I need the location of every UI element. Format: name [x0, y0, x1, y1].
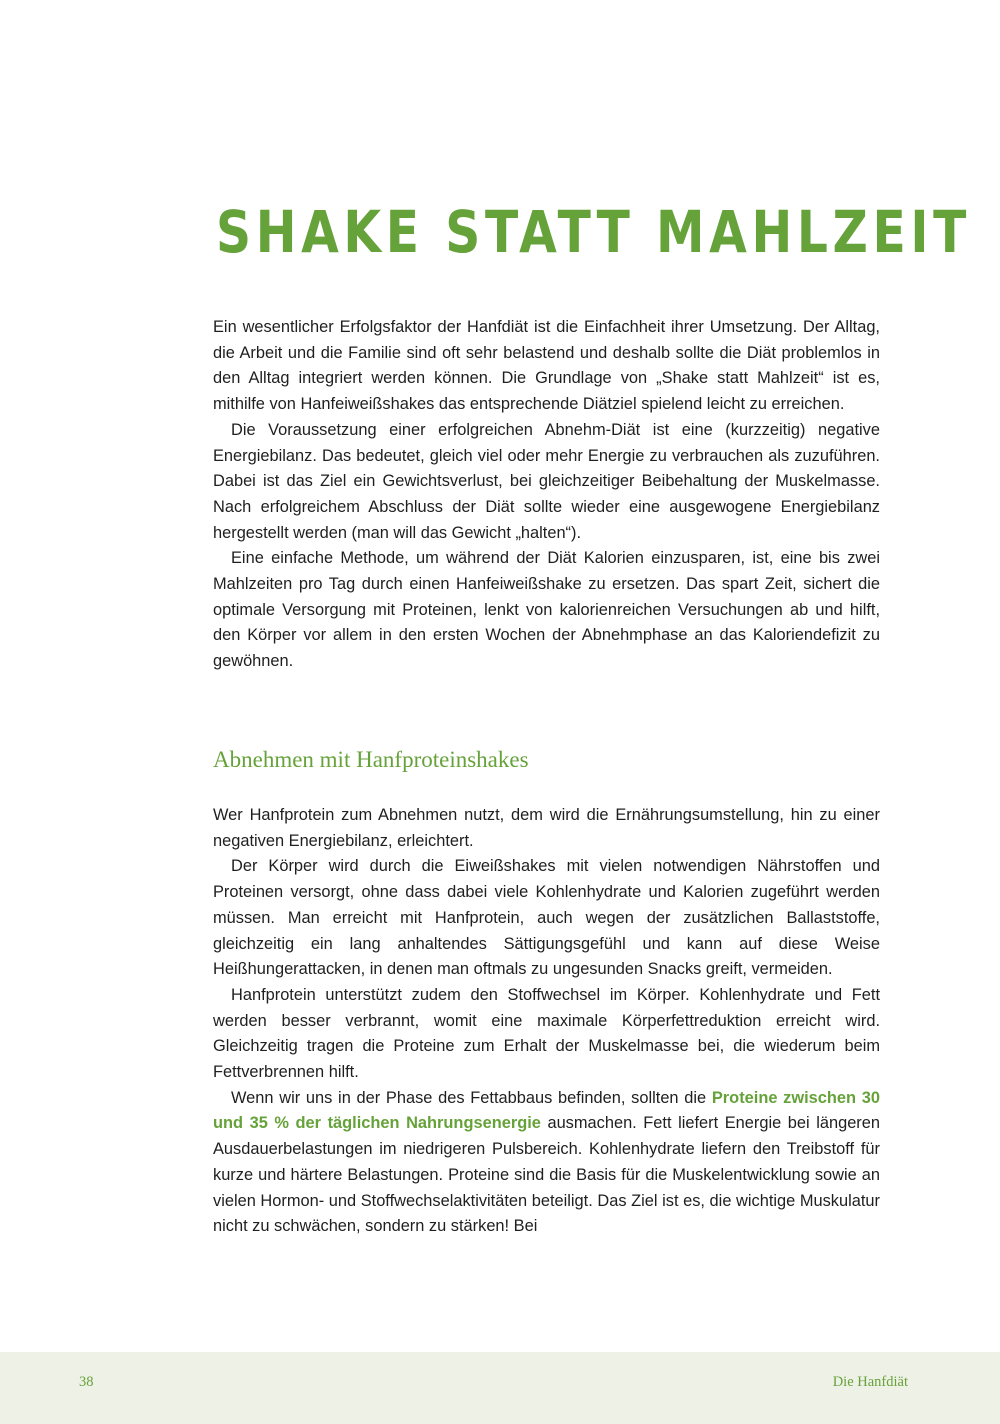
- intro-paragraph-1: Ein wesentlicher Erfolgsfaktor der Hanfdiät ist die Einfachheit ihrer Umsetzung. Der Alltag, die Arbeit und die Familie sind oft sehr belastend und deshalb sollte die Diät problemlos in den Alltag integriert werden können. Die Grundlage von „Shake statt Mahlzeit“ ist es, mithilfe von Hanfeiweißshakes das entsprechende Diätziel spielend leicht zu erreichen.: [213, 318, 880, 414]
- paragraph-4-rest: ausmachen. Fett liefert Energie bei längeren Ausdauerbelastungen im niedrigeren Pulsbereich. Kohlenhydrate liefern den Treibstoff für kurze und härtere Belastungen. Proteine sind die Basis für die Muskelentwicklung sowie an vielen Hormon- und Stoffwechselaktivitäten beteiligt. Das Ziel ist es, die wichtige Muskulatur nicht zu schwächen, sondern zu stärken! Bei: [213, 1114, 881, 1236]
- intro-paragraph-3: Eine einfache Methode, um während der Diät Kalorien einzusparen, ist, eine bis zwei Mahlzeiten pro Tag durch einen Hanfeiweißshake zu ersetzen. Das spart Zeit, sichert die optimale Versorgung mit Proteinen, lenkt von kalorienreichen Versuchungen ab und hilft, den Körper vor allem in den ersten Wochen der Abnehmphase an das Kaloriendefizit zu gewöhnen.: [213, 549, 880, 671]
- running-title: Die Hanfdiät: [832, 1374, 908, 1390]
- intro-text-block: [213, 315, 880, 675]
- page-footer: [0, 1352, 1000, 1424]
- section-paragraph-1: Wer Hanfprotein zum Abnehmen nutzt, dem wird die Ernährungsumstellung, hin zu einer negativen Energiebilanz, erleichtert.: [213, 806, 880, 850]
- paragraph-4-lead: Wenn wir uns in der Phase des Fettabbaus befinden, sollten die: [231, 1088, 712, 1107]
- section-paragraph-4: [213, 1086, 880, 1240]
- page-number: 38: [79, 1374, 94, 1390]
- highlighted-protein-share: Proteine zwischen 30 und 35 % der täglichen Nahrungsenergie: [213, 1088, 880, 1133]
- page-title: SHAKE STATT MAHLZEIT: [216, 198, 971, 266]
- section-text-block: [213, 803, 880, 1240]
- intro-paragraph-2: Die Voraussetzung einer erfolgreichen Abnehm-Diät ist eine (kurzzeitig) negative Energiebilanz. Das bedeutet, gleich viel oder mehr Energie zu verbrauchen als zuzuführen. Dabei ist das Ziel ein Gewichtsverlust, bei gleichzeitiger Beibehaltung der Muskelmasse. Nach erfolgreichem Abschluss der Diät sollte wieder eine ausgewogene Energiebilanz hergestellt werden (man will das Gewicht „halten“).: [213, 420, 880, 542]
- section-heading: Abnehmen mit Hanfproteinshakes: [213, 747, 529, 772]
- section-paragraph-3: Hanfprotein unterstützt zudem den Stoffwechsel im Körper. Kohlenhydrate und Fett werden besser verbrannt, womit eine maximale Körperfettreduktion erreicht wird. Gleichzeitig tragen die Proteine zum Erhalt der Muskelmasse bei, die wiederum beim Fettverbrennen hilft.: [213, 985, 880, 1082]
- section-paragraph-2: Der Körper wird durch die Eiweißshakes mit vielen notwendigen Nährstoffen und Proteinen versorgt, ohne dass dabei viele Kohlenhydrate und Kalorien zugeführt werden müssen. Man erreicht mit Hanfprotein, auch wegen der zusätzlichen Ballaststoffe, gleichzeitig ein lang anhaltendes Sättigungsgefühl und kann auf diese Weise Heißhungerattacken, in denen man oftmals zu ungesunden Snacks greift, vermeiden.: [213, 857, 880, 979]
